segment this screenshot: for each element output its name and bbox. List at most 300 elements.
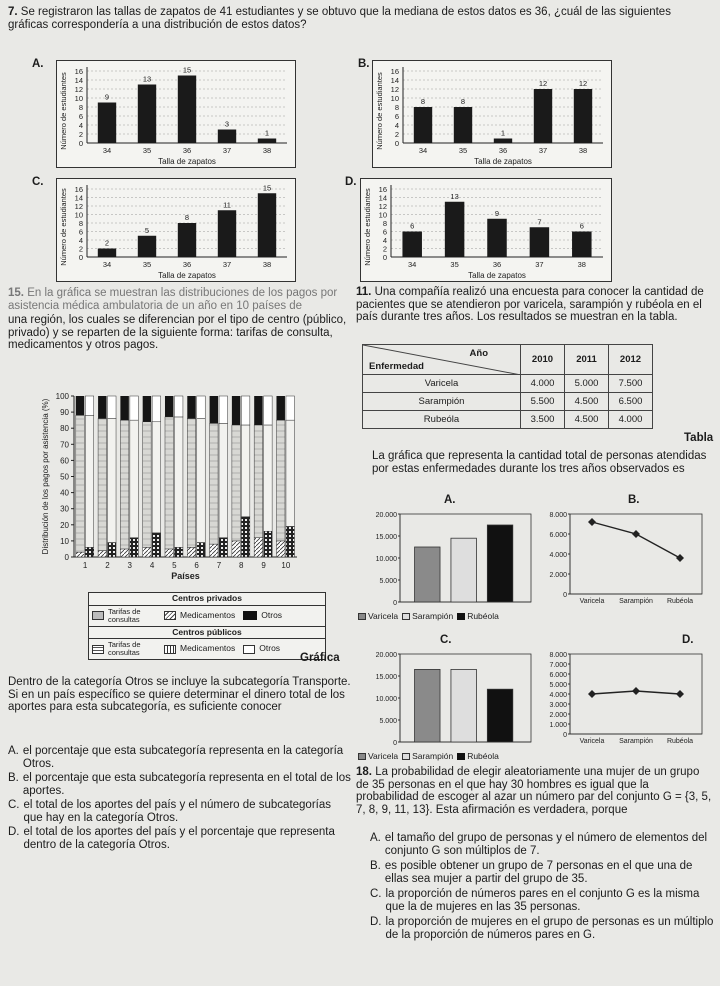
y-tick-label: 14 [378,193,387,203]
legend-public-otros: Otros [259,643,281,654]
x-axis-title: Talla de zapatos [468,271,526,280]
y-tick-label: 14 [74,193,83,203]
y-tick-label: 12 [378,202,387,211]
y-tick-label: 40 [60,488,69,498]
bar-value-label: 3 [224,119,230,129]
table-cell: 7.500 [609,375,653,393]
q18-option-d[interactable] [370,916,714,941]
option-text: el porcentaje que esta subcategoría representa en el total de los aportes. [22,772,351,797]
y-tick-label: 15.000 [375,674,397,681]
x-tick-label: Rubéola [666,598,694,605]
payments-chart [40,350,305,585]
q7-number: 7. [8,6,18,18]
bar-private-tarifas [120,420,128,549]
y-tick-label: 12 [390,85,399,94]
swatch-rubeola [457,753,465,760]
table-cell: 5.000 [565,375,609,393]
swatch-varicela [358,753,366,760]
bar-public-medicamentos [130,538,138,557]
x-tick-label: 4 [149,561,155,570]
bar-private-medicamentos [187,547,195,557]
option-text: el total de los aportes del país y el número de subcategorías que hay en la categoría Otros. [23,799,331,824]
bar-public-tarifas [286,420,294,526]
header-year: 2011 [565,345,609,375]
y-tick-label: 2 [78,244,83,254]
bar-private-tarifas [165,417,173,549]
y-tick-label: 7.000 [549,662,567,669]
swatch-sarampion [402,613,410,620]
bar-public-medicamentos [108,543,116,557]
shoe-chart-a-svg [57,61,297,169]
x-tick-label: 35 [450,260,459,269]
bar-private-otros [187,396,195,419]
disease-chart-a-letter: A. [444,494,456,506]
q7-text [8,6,713,31]
bar-legend-bottom [358,752,499,762]
x-tick-label: 36 [182,260,192,269]
bar-public-medicamentos [286,526,294,557]
x-tick-label: 8 [239,561,244,570]
bar-value-label: 5 [144,225,150,235]
bar-public-tarifas [174,417,182,547]
bar-private-otros [254,396,262,425]
bar-public-otros [152,396,160,422]
legend-public-tarifas: Tarifas de consultas [108,640,141,657]
table-cell: 3.500 [521,411,565,429]
x-tick-label: 37 [222,260,232,269]
y-tick-label: 14 [74,76,83,85]
bar-value-label: 13 [450,191,459,201]
bar-private-medicamentos [165,549,173,557]
y-tick-label: 6 [78,227,83,237]
legend-sarampion: Sarampión [412,611,454,621]
plot-frame [570,514,702,594]
y-tick-label: 30 [60,504,69,514]
bar-public-tarifas [241,425,249,517]
y-tick-label: 5.000 [379,718,397,725]
disease-chart-d-letter: D. [682,634,694,646]
q18-number: 18. [356,766,372,778]
x-tick-label: 34 [102,146,112,155]
table-row-label: Varicela [363,375,521,393]
x-tick-label: 36 [498,146,508,155]
bar [534,89,552,143]
q15-number: 15. [8,287,24,299]
y-tick-label: 6 [394,112,399,121]
bar [98,103,116,144]
shoe-chart-b-svg [373,61,613,169]
y-tick-label: 4 [78,236,83,245]
shoe-chart-d-svg [361,179,613,283]
x-axis-title: Países [171,571,200,581]
bar [258,193,276,257]
q15-header [8,287,353,313]
y-tick-label: 5.000 [549,682,567,689]
x-tick-label: 38 [262,146,272,155]
bar-value-label: 1 [500,128,506,138]
disease-chart-d [540,646,712,750]
y-tick-label: 2 [382,244,387,254]
table-cell: 4.500 [565,393,609,411]
bar-value-label: 8 [460,97,466,106]
x-tick-label: 10 [281,561,291,570]
q18-option-c[interactable] [370,888,714,913]
table-cell: 5.500 [521,393,565,411]
table-header-row [363,345,653,375]
q11-number: 11. [356,286,372,298]
y-tick-label: 20 [60,520,69,530]
bar-value-label: 7 [537,217,542,227]
bar-public-otros [286,396,294,420]
disease-chart-b [540,506,712,610]
x-tick-label: 2 [105,561,110,570]
legend-private-tarifas: Tarifas de consultas [108,606,141,624]
option-letter: C. [370,888,382,900]
bar [572,232,592,258]
legend-public-title: Centros públicos [89,627,325,640]
bar-public-otros [108,396,116,419]
disease-chart-c [356,646,541,748]
bar-public-tarifas [219,423,227,537]
x-tick-label: 34 [418,146,428,155]
table-row [363,393,653,411]
chart-a-letter: A. [32,58,44,70]
bar-public-tarifas [130,420,138,538]
swatch-private-tarifas [92,611,104,620]
y-tick-label: 4 [382,236,387,245]
diseases-table-grid [362,344,653,429]
y-tick-label: 4.000 [549,692,567,699]
bar-value-label: 15 [262,183,272,193]
bar-value-label: 13 [142,74,152,84]
series-line [592,522,680,558]
bar-private-medicamentos [120,549,128,557]
legend-private-otros: Otros [261,609,283,620]
x-tick-label: 7 [216,561,222,570]
bar-value-label: 11 [223,200,231,210]
diseases-table [362,344,653,429]
disease-chart-b-letter: B. [628,494,640,506]
x-tick-label: 37 [222,146,232,155]
bar-public-medicamentos [174,547,182,557]
x-tick-label: Varicela [579,738,605,745]
bar-private-tarifas [76,415,84,552]
y-tick-label: 15.000 [375,534,397,541]
bar-private-otros [232,396,240,425]
bar-private-otros [210,396,218,423]
x-tick-label: 38 [577,260,586,269]
header-year: 2012 [609,345,653,375]
table-cell: 4.000 [609,411,653,429]
y-tick-label: 8.000 [549,652,567,659]
y-tick-label: 20.000 [375,512,397,519]
table-row [363,411,653,429]
bar [454,107,472,143]
bar [451,538,476,602]
q15-header-text: En la gráfica se muestran las distribuciones de los pagos por asistencia médica ambulatoria de un año en 10 países de [8,287,338,312]
bar [178,223,196,257]
y-tick-label: 10 [60,536,69,546]
bar [530,227,550,257]
y-tick-label: 0 [393,740,397,747]
bar-private-otros [165,396,173,417]
bar [178,76,196,144]
q15-body [8,676,353,714]
shoe-chart-a [56,60,296,168]
disease-chart-d-svg [540,646,712,750]
y-tick-label: 70 [60,440,69,450]
bar-public-tarifas [264,425,272,531]
bar-public-tarifas [85,415,93,547]
header-ano: Año [469,348,488,359]
bar-public-medicamentos [85,547,93,557]
x-tick-label: Varicela [579,598,605,605]
y-tick-label: 0 [563,592,567,599]
y-axis-title: Número de estudiantes [59,188,68,266]
shoe-chart-b [372,60,612,168]
q15-option-a[interactable] [8,745,353,770]
table-row-label: Sarampión [363,393,521,411]
q11-question: La gráfica que representa la cantidad total de personas atendidas por estas enfermedades durante los tres años observados es [372,450,707,475]
y-tick-label: 10 [378,210,387,220]
bar-private-medicamentos [98,551,106,557]
y-tick-label: 10 [74,210,83,220]
bar-public-medicamentos [197,543,205,557]
y-tick-label: 0 [64,553,69,562]
bar-public-otros [130,396,138,420]
y-tick-label: 0 [78,253,83,262]
bar-public-medicamentos [219,538,227,557]
y-tick-label: 20.000 [375,652,397,659]
y-tick-label: 6 [78,112,83,121]
y-tick-label: 4 [394,121,399,130]
bar-private-otros [143,396,151,422]
x-tick-label: 3 [127,561,132,570]
y-tick-label: 16 [378,185,387,194]
y-tick-label: 100 [55,392,69,401]
bar-value-label: 9 [494,208,500,218]
bar [402,232,422,258]
swatch-public-otros [243,645,255,654]
bar [415,669,440,742]
data-point [632,687,640,695]
x-tick-label: Sarampión [619,738,653,745]
y-tick-label: 0 [563,732,567,739]
bar-private-medicamentos [232,541,240,557]
y-tick-label: 90 [60,408,69,418]
bar-public-tarifas [197,419,205,543]
y-tick-label: 4.000 [549,552,567,559]
option-letter: C. [8,799,20,811]
y-tick-label: 5.000 [379,578,397,585]
bar-private-medicamentos [143,547,151,557]
legend-rubeola: Rubéola [467,751,499,761]
bar-public-medicamentos [264,531,272,557]
x-tick-label: 35 [142,146,152,155]
x-tick-label: 38 [578,146,588,155]
header-year: 2010 [521,345,565,375]
legend-varicela: Varicela [368,611,399,621]
legend-sarampion: Sarampión [412,751,454,761]
q18-option-a[interactable] [370,832,714,857]
bar-private-otros [98,396,106,419]
y-tick-label: 8 [382,219,387,228]
table-cell: 6.500 [609,393,653,411]
y-tick-label: 2 [78,130,83,139]
x-tick-label: 36 [182,146,192,155]
option-text: el total de los aportes del país y el porcentaje que representa dentro de la categoría Otros. [23,826,335,851]
y-tick-label: 16 [390,67,399,76]
shoe-chart-d [360,178,612,282]
option-letter: A. [8,745,19,757]
bar-value-label: 12 [578,79,588,88]
bar [574,89,592,143]
payments-legend [88,592,326,660]
option-text: el porcentaje que esta subcategoría representa en la categoría Otros. [22,745,344,770]
bar-private-tarifas [98,419,106,551]
bar-private-medicamentos [76,552,84,557]
chart-b-letter: B. [358,58,370,70]
x-tick-label: 1 [82,561,88,570]
x-tick-label: 38 [262,260,272,269]
q18-option-b[interactable] [370,860,714,885]
x-tick-label: 9 [261,561,266,570]
header-enfermedad: Enfermedad [369,361,424,372]
bar-private-tarifas [187,419,195,548]
bar [218,210,236,257]
bar-value-label: 6 [579,221,584,231]
bar-private-otros [276,396,284,420]
table-corner-cell [363,345,521,375]
table-row-label: Rubeóla [363,411,521,429]
y-axis-title: Número de estudiantes [375,72,384,150]
bar-public-otros [219,396,227,423]
bar-public-otros [85,396,93,415]
x-tick-label: 6 [194,561,199,570]
x-tick-label: 5 [172,561,177,570]
y-tick-label: 1.000 [549,722,567,729]
data-point [632,530,640,538]
disease-chart-c-svg [356,646,541,748]
bar-value-label: 15 [182,65,192,75]
y-tick-label: 8.000 [549,512,567,519]
x-tick-label: 36 [492,260,502,269]
y-tick-label: 10 [390,94,399,103]
y-tick-label: 0 [393,600,397,607]
bar [487,525,512,602]
bar-value-label: 1 [264,128,270,138]
q18-options [370,832,714,941]
bar [451,669,476,742]
y-tick-label: 8 [78,219,83,228]
tabla-label: Tabla [684,432,714,444]
y-tick-label: 16 [74,67,83,76]
bar-value-label: 2 [104,238,110,248]
bar-value-label: 8 [184,213,190,222]
q15-option-b[interactable] [8,772,353,797]
y-tick-label: 14 [390,76,399,85]
bar-value-label: 9 [104,92,110,102]
grafica-label: Gráfica [300,652,340,664]
x-tick-label: 37 [535,260,544,269]
payments-chart-svg [40,350,305,585]
bar [445,202,465,257]
y-axis-title: Distribución de los pagos por asistencia (%) [41,398,50,555]
disease-chart-a [356,506,541,608]
x-axis-title: Talla de zapatos [158,157,216,166]
y-tick-label: 6.000 [549,532,567,539]
bar-public-tarifas [108,419,116,543]
bar [98,249,116,258]
option-letter: D. [8,826,20,838]
shoe-chart-c-svg [57,179,297,283]
bar-private-tarifas [232,425,240,541]
y-tick-label: 3.000 [549,702,567,709]
disease-chart-a-svg [356,506,541,608]
option-text: el tamaño del grupo de personas y el número de elementos del conjunto G son múltiplos de 7. [384,832,708,857]
table-row [363,375,653,393]
swatch-public-tarifas [92,645,104,654]
q15-option-d[interactable] [8,826,353,851]
data-point [588,690,596,698]
bar [487,689,512,742]
legend-rubeola: Rubéola [467,611,499,621]
legend-private-medicamentos: Medicamentos [180,609,236,620]
bar-private-otros [120,396,128,420]
bar [138,236,156,257]
bar-public-otros [241,396,249,425]
q11-text [356,286,714,324]
x-tick-label: 35 [458,146,468,155]
swatch-varicela [358,613,366,620]
legend-public-medicamentos: Medicamentos [180,643,236,654]
q15-text: una región, los cuales se diferencian por el tipo de centro (público, privado) y se reparten de la siguiente forma: tarifas de consulta, medicamentos y otros pagos. [8,314,347,351]
y-tick-label: 2.000 [549,572,567,579]
data-point [676,554,684,562]
bar-public-medicamentos [241,517,249,557]
q15-option-c[interactable] [8,799,353,824]
y-tick-label: 8 [78,103,83,112]
y-tick-label: 4 [78,121,83,130]
q15-options [8,745,353,851]
x-tick-label: 34 [408,260,417,269]
option-letter: B. [8,772,19,784]
bar-public-otros [264,396,272,425]
x-axis-title: Talla de zapatos [474,157,532,166]
bar-public-otros [174,396,182,417]
bar [218,130,236,144]
option-text: la proporción de números pares en el conjunto G es la misma que la de mujeres en las 35 personas. [385,888,700,913]
disease-chart-c-letter: C. [440,634,452,646]
bar [494,139,512,144]
option-letter: B. [370,860,381,872]
y-tick-label: 2.000 [549,712,567,719]
y-tick-label: 2 [394,130,399,139]
q18-statement: La probabilidad de elegir aleatoriamente una mujer de un grupo de 35 personas en el que hay 30 hombres es igual que la probabilidad de escoger al azar un número par del conjunto G = {3, 5, 7, 8, 9, 11, 13}. Esta afirmación es verdadera, porque [356,766,712,816]
x-axis-title: Talla de zapatos [158,271,216,280]
bar-private-tarifas [254,425,262,538]
bar [138,85,156,144]
swatch-public-medicamentos [164,645,176,654]
bar [258,139,276,144]
chart-d-letter: D. [345,176,357,188]
y-axis-title: Número de estudiantes [363,188,372,266]
y-tick-label: 60 [60,456,69,466]
bar-private-tarifas [210,423,218,544]
y-tick-label: 12 [74,202,83,211]
y-tick-label: 12 [74,85,83,94]
option-text: la proporción de mujeres en el grupo de personas es un múltiplo de la proporción de números pares en G. [385,916,714,941]
